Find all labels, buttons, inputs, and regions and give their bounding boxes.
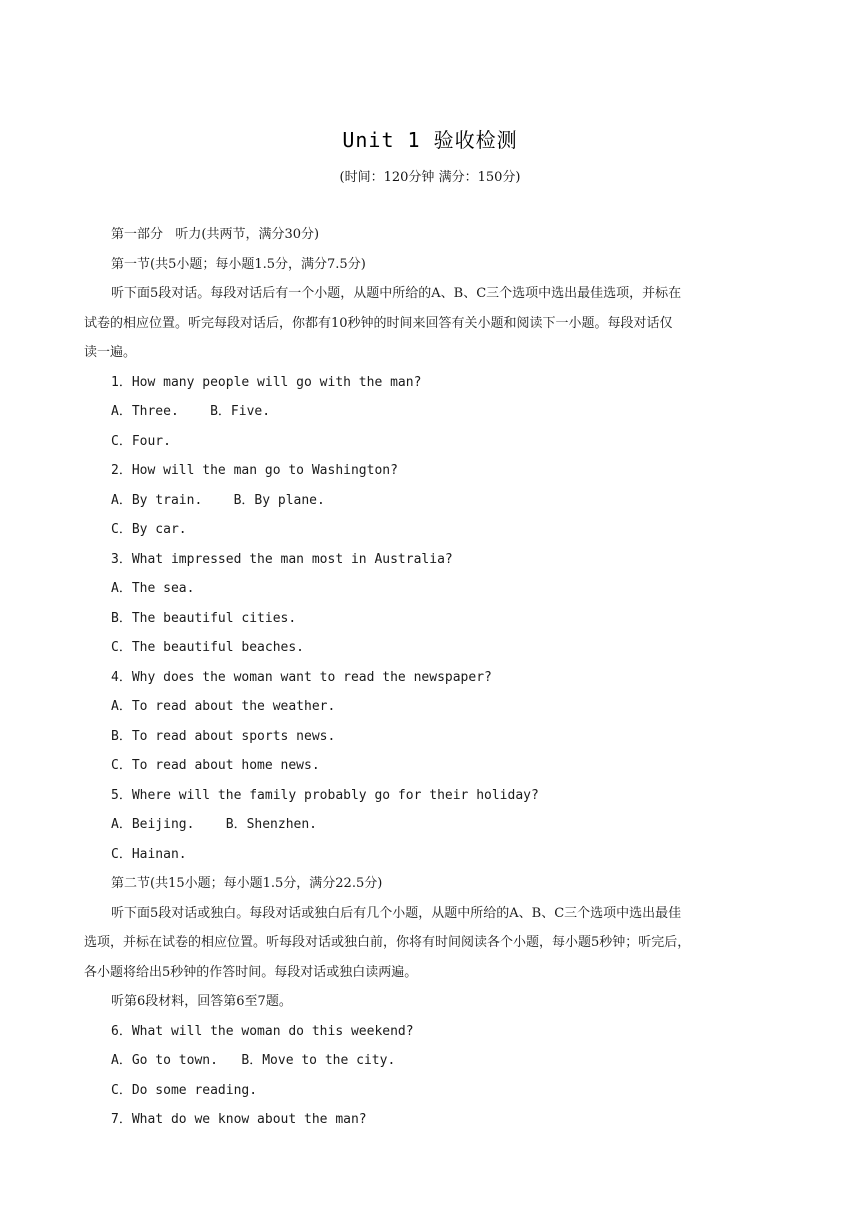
question-option: A．By train. B．By plane. (111, 492, 325, 508)
question-stem: 3．What impressed the man most in Australia? (111, 551, 453, 567)
question-option: A．The sea. (111, 581, 195, 596)
question-stem: 1．How many people will go with the man? (111, 374, 422, 390)
section-heading: 第二节(共15小题；每小题1.5分，满分22.5分) (111, 876, 383, 891)
question-option: C．The beautiful beaches. (111, 640, 305, 655)
instruction-line: 选项，并标在试卷的相应位置。听每段对话或独白前，你将有时间阅读各个小题，每小题5秒钟；听完后， (84, 935, 691, 950)
question-option: A．Go to town. B．Move to the city. (111, 1053, 396, 1068)
instruction-line: 读一遍。 (84, 345, 137, 360)
question-option: A．To read about the weather. (111, 699, 336, 714)
question-option: B．To read about sports news. (111, 728, 336, 744)
question-stem: 4．Why does the woman want to read the newspaper? (111, 669, 492, 685)
document-body (84, 220, 778, 1135)
question-option: C．By car. (111, 522, 187, 537)
question-stem: 2．How will the man go to Washington? (111, 463, 398, 478)
question-option: C．Do some reading. (111, 1082, 258, 1098)
question-stem: 6．What will the woman do this weekend? (111, 1023, 414, 1039)
question-option: B．The beautiful cities. (111, 610, 297, 626)
question-option: C．Four. (111, 433, 171, 449)
section-heading: 第一节(共5小题；每小题1.5分，满分7.5分) (111, 256, 366, 272)
instruction-line: 听下面5段对话或独白。每段对话或独白后有几个小题，从题中所给的A、B、C三个选项中选出最佳 (111, 905, 682, 921)
question-option: C．Hainan. (111, 846, 187, 862)
question-stem: 5．Where will the family probably go for their holiday? (111, 787, 539, 803)
page-title: Unit 1 验收检测 (342, 128, 518, 152)
question-stem: 7．What do we know about the man? (111, 1112, 367, 1127)
instruction-line: 各小题将给出5秒钟的作答时间。每段对话或独白读两遍。 (84, 964, 418, 980)
question-option: A．Beijing. B．Shenzhen. (111, 817, 318, 832)
question-option: A．Three. B．Five. (111, 404, 271, 419)
instruction-line: 听下面5段对话。每段对话后有一个小题，从题中所给的A、B、C三个选项中选出最佳选项，并标在 (111, 286, 682, 301)
instruction-line: 试卷的相应位置。听完每段对话后，你都有10秒钟的时间来回答有关小题和阅读下一小题。每段对话仅 (84, 315, 673, 331)
question-option: C．To read about home news. (111, 758, 320, 773)
exam-time-score: (时间：120分钟 满分：150分) (339, 170, 521, 185)
part-heading: 第一部分 听力(共两节，满分30分) (111, 227, 320, 242)
material-note: 听第6段材料，回答第6至7题。 (111, 994, 292, 1009)
